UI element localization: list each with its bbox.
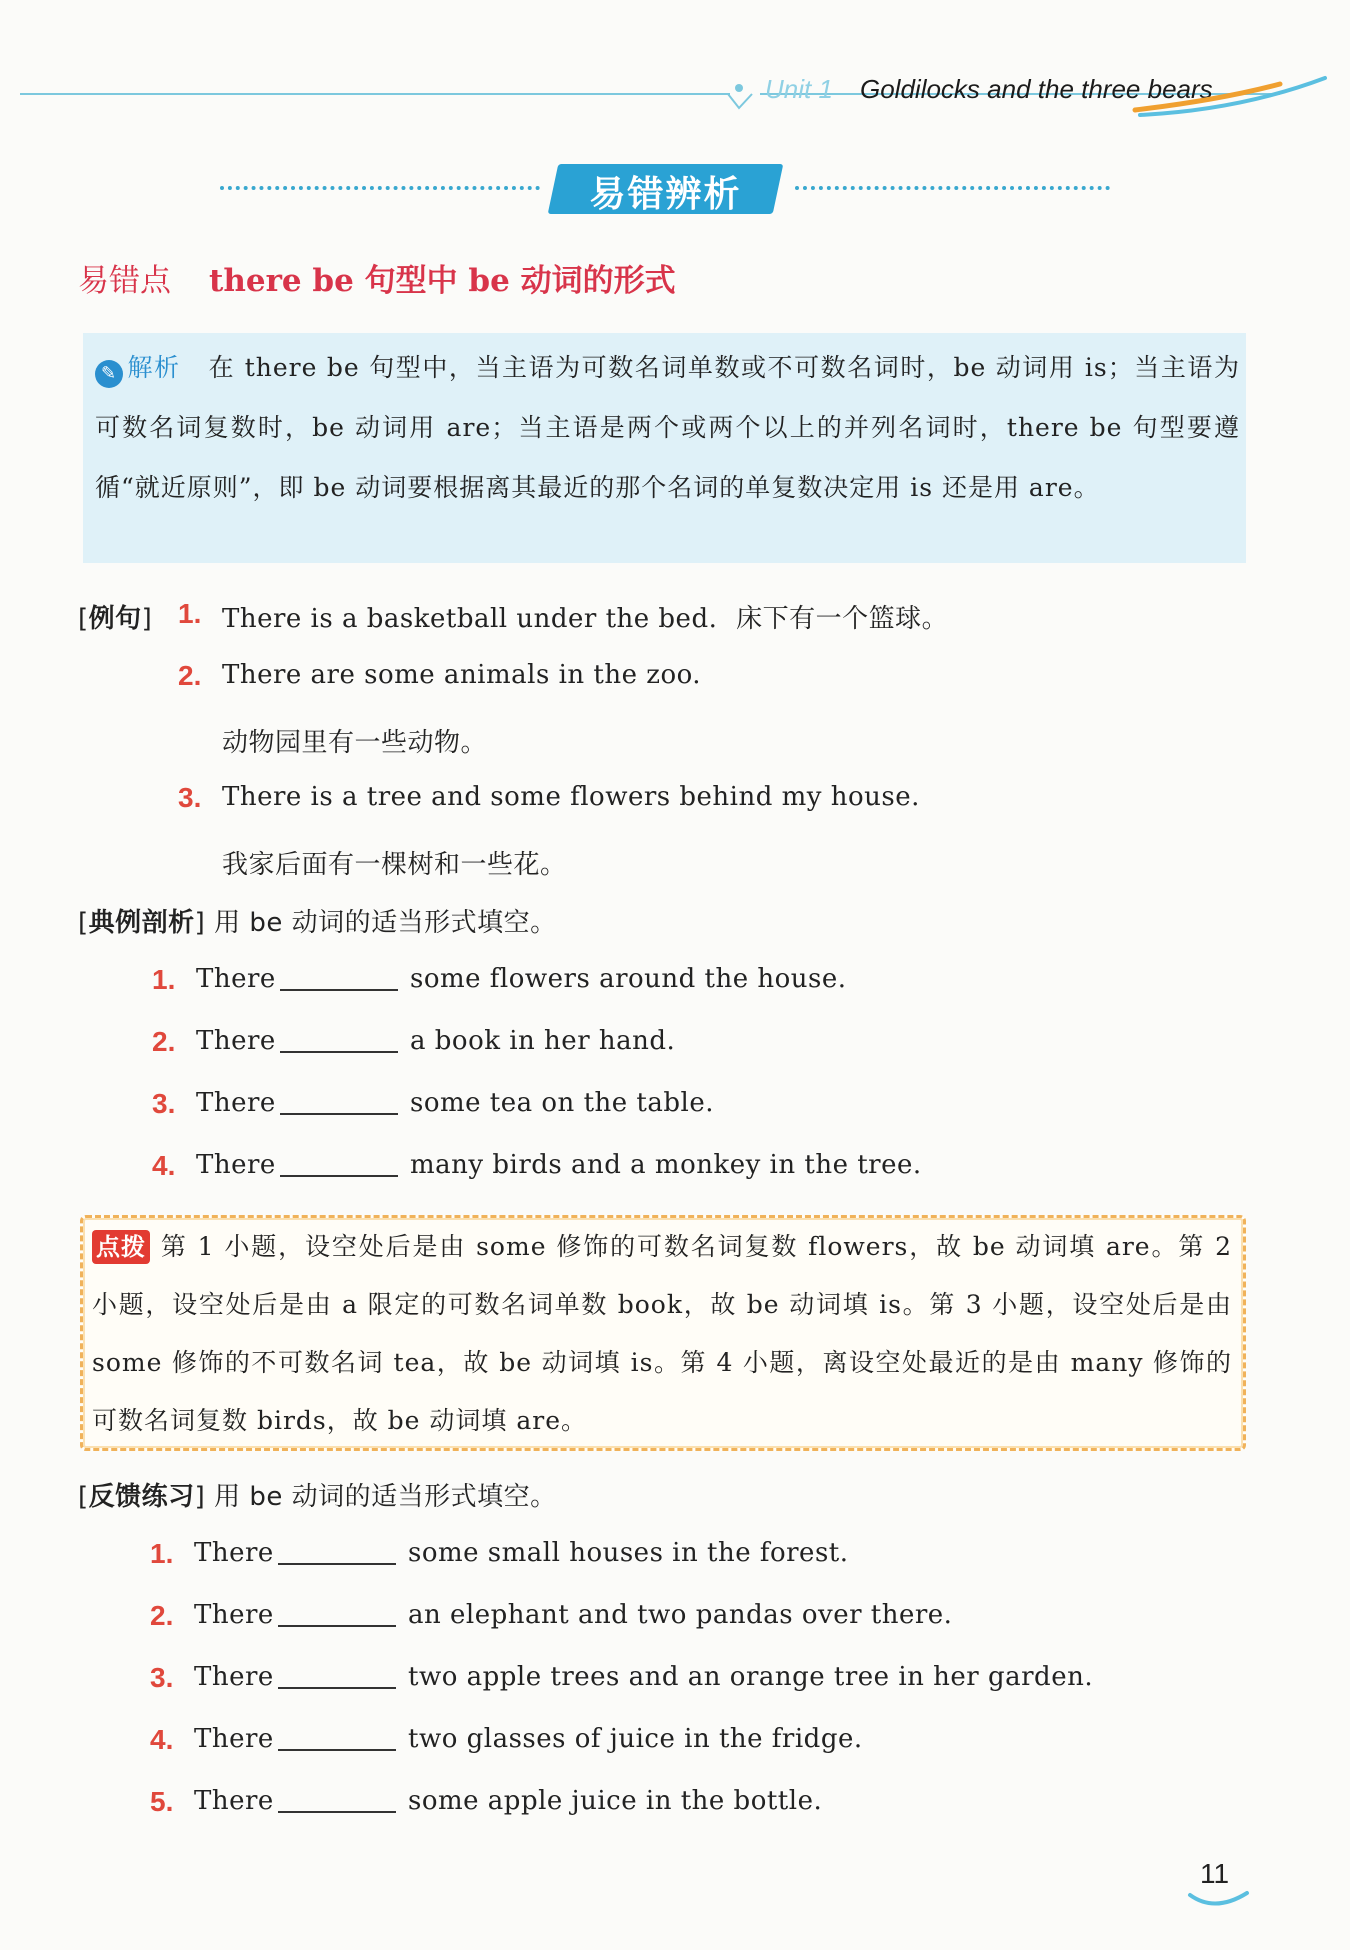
feedback-4-start: There bbox=[194, 1724, 274, 1754]
typical-4-blank[interactable] bbox=[280, 1153, 398, 1177]
typical-3 bbox=[196, 1088, 714, 1118]
feedback-2-rest: an elephant and two pandas over there. bbox=[408, 1600, 953, 1630]
typical-2 bbox=[196, 1026, 675, 1056]
feedback-1-rest: some small houses in the forest. bbox=[408, 1538, 849, 1568]
typical-3-rest: some tea on the table. bbox=[410, 1088, 714, 1118]
typical-2-blank[interactable] bbox=[280, 1029, 398, 1053]
typical-4-number: 4. bbox=[152, 1150, 176, 1181]
header-chevron-icon bbox=[725, 82, 755, 112]
feedback-3-start: There bbox=[194, 1662, 274, 1692]
example-3-number: 3. bbox=[178, 782, 202, 813]
feedback-2 bbox=[194, 1600, 952, 1630]
page-number: 11 bbox=[1200, 1858, 1230, 1889]
feedback-5-blank[interactable] bbox=[278, 1789, 396, 1813]
feedback-2-start: There bbox=[194, 1600, 274, 1630]
feedback-1-blank[interactable] bbox=[278, 1541, 396, 1565]
feedback-heading: [反馈练习] 用 be 动词的适当形式填空。 bbox=[78, 1482, 557, 1512]
example-1-zh: 床下有一个篮球。 bbox=[736, 604, 949, 634]
header-rule-left bbox=[20, 93, 730, 95]
example-1-en: There is a basketball under the bed. bbox=[222, 604, 718, 634]
analysis-text-block bbox=[95, 338, 1240, 518]
error-point-label: 易错点 bbox=[78, 263, 171, 299]
feedback-5-start: There bbox=[194, 1786, 274, 1816]
examples-label: 例句 bbox=[88, 604, 142, 634]
example-2-en: There are some animals in the zoo. bbox=[222, 660, 702, 690]
error-point-heading bbox=[78, 255, 676, 300]
typical-instruction: 用 be 动词的适当形式填空。 bbox=[214, 908, 557, 938]
feedback-5-rest: some apple juice in the bottle. bbox=[408, 1786, 823, 1816]
feedback-4-number: 4. bbox=[150, 1724, 174, 1755]
typical-4 bbox=[196, 1150, 922, 1180]
example-2-zh: 动物园里有一些动物。 bbox=[222, 728, 488, 758]
typical-1 bbox=[196, 964, 847, 994]
example-1 bbox=[222, 598, 948, 635]
feedback-3-blank[interactable] bbox=[278, 1665, 396, 1689]
feedback-5-number: 5. bbox=[150, 1786, 174, 1817]
unit-title: Goldilocks and the three bears bbox=[860, 74, 1213, 104]
typical-heading: [典例剖析] 用 be 动词的适当形式填空。 bbox=[78, 908, 557, 938]
feedback-4 bbox=[194, 1724, 863, 1754]
typical-2-rest: a book in her hand. bbox=[410, 1026, 676, 1056]
feedback-3-number: 3. bbox=[150, 1662, 174, 1693]
feedback-2-blank[interactable] bbox=[278, 1603, 396, 1627]
analysis-label: 解析 bbox=[127, 353, 181, 382]
tip-body: 第 1 小题，设空处后是由 some 修饰的可数名词复数 flowers，故 be 动词填 are。第 2 小题，设空处后是由 a 限定的可数名词单数 book，故 be 动词填 is。第 3 小题，设空处后是由 some 修饰的不可数名词 tea，故 be 动词填 is。第 4 小题，离设空处最近的是由 many 修饰的可数名词复数 birds，故 be 动词填 are。 bbox=[92, 1232, 1232, 1435]
typical-1-rest: some flowers around the house. bbox=[410, 964, 847, 994]
typical-3-number: 3. bbox=[152, 1088, 176, 1119]
feedback-3-rest: two apple trees and an orange tree in her garden. bbox=[408, 1662, 1094, 1692]
unit-label: Unit 1 bbox=[765, 74, 833, 104]
feedback-1-number: 1. bbox=[150, 1538, 174, 1569]
examples-heading: [例句] bbox=[78, 604, 153, 634]
header-swoosh-icon bbox=[1130, 70, 1330, 120]
section-badge: 易错辨析 bbox=[589, 174, 742, 215]
example-2-number: 2. bbox=[178, 660, 202, 691]
feedback-3 bbox=[194, 1662, 1093, 1692]
section-dots-right bbox=[795, 186, 1110, 190]
typical-label: 典例剖析 bbox=[88, 908, 195, 938]
feedback-5 bbox=[194, 1786, 822, 1816]
feedback-1-start: There bbox=[194, 1538, 274, 1568]
example-1-number: 1. bbox=[178, 598, 202, 629]
tip-label: 点拨 bbox=[92, 1230, 150, 1264]
example-3-zh: 我家后面有一棵树和一些花。 bbox=[222, 850, 567, 880]
typical-2-number: 2. bbox=[152, 1026, 176, 1057]
typical-3-blank[interactable] bbox=[280, 1091, 398, 1115]
typical-4-start: There bbox=[196, 1150, 276, 1180]
tip-text-block bbox=[92, 1218, 1232, 1450]
feedback-4-blank[interactable] bbox=[278, 1727, 396, 1751]
key-icon: ✎ bbox=[95, 360, 123, 388]
typical-4-rest: many birds and a monkey in the tree. bbox=[410, 1150, 922, 1180]
feedback-4-rest: two glasses of juice in the fridge. bbox=[408, 1724, 863, 1754]
typical-1-start: There bbox=[196, 964, 276, 994]
typical-1-blank[interactable] bbox=[280, 967, 398, 991]
typical-1-number: 1. bbox=[152, 964, 176, 995]
feedback-2-number: 2. bbox=[150, 1600, 174, 1631]
page-swoosh-icon bbox=[1185, 1885, 1255, 1915]
feedback-instruction: 用 be 动词的适当形式填空。 bbox=[214, 1482, 557, 1512]
typical-2-start: There bbox=[196, 1026, 276, 1056]
section-dots-left bbox=[220, 186, 540, 190]
typical-3-start: There bbox=[196, 1088, 276, 1118]
feedback-label: 反馈练习 bbox=[88, 1482, 195, 1512]
analysis-body: 在 there be 句型中，当主语为可数名词单数或不可数名词时，be 动词用 is；当主语为可数名词复数时，be 动词用 are；当主语是两个或两个以上的并列名词时，there be 句型要遵循“就近原则”，即 be 动词要根据离其最近的那个名词的单复数决定用 is 还是用 are。 bbox=[95, 353, 1240, 502]
example-3-en: There is a tree and some flowers behind my house. bbox=[222, 782, 920, 812]
feedback-1 bbox=[194, 1538, 849, 1568]
error-point-title: there be 句型中 be 动词的形式 bbox=[209, 263, 676, 299]
